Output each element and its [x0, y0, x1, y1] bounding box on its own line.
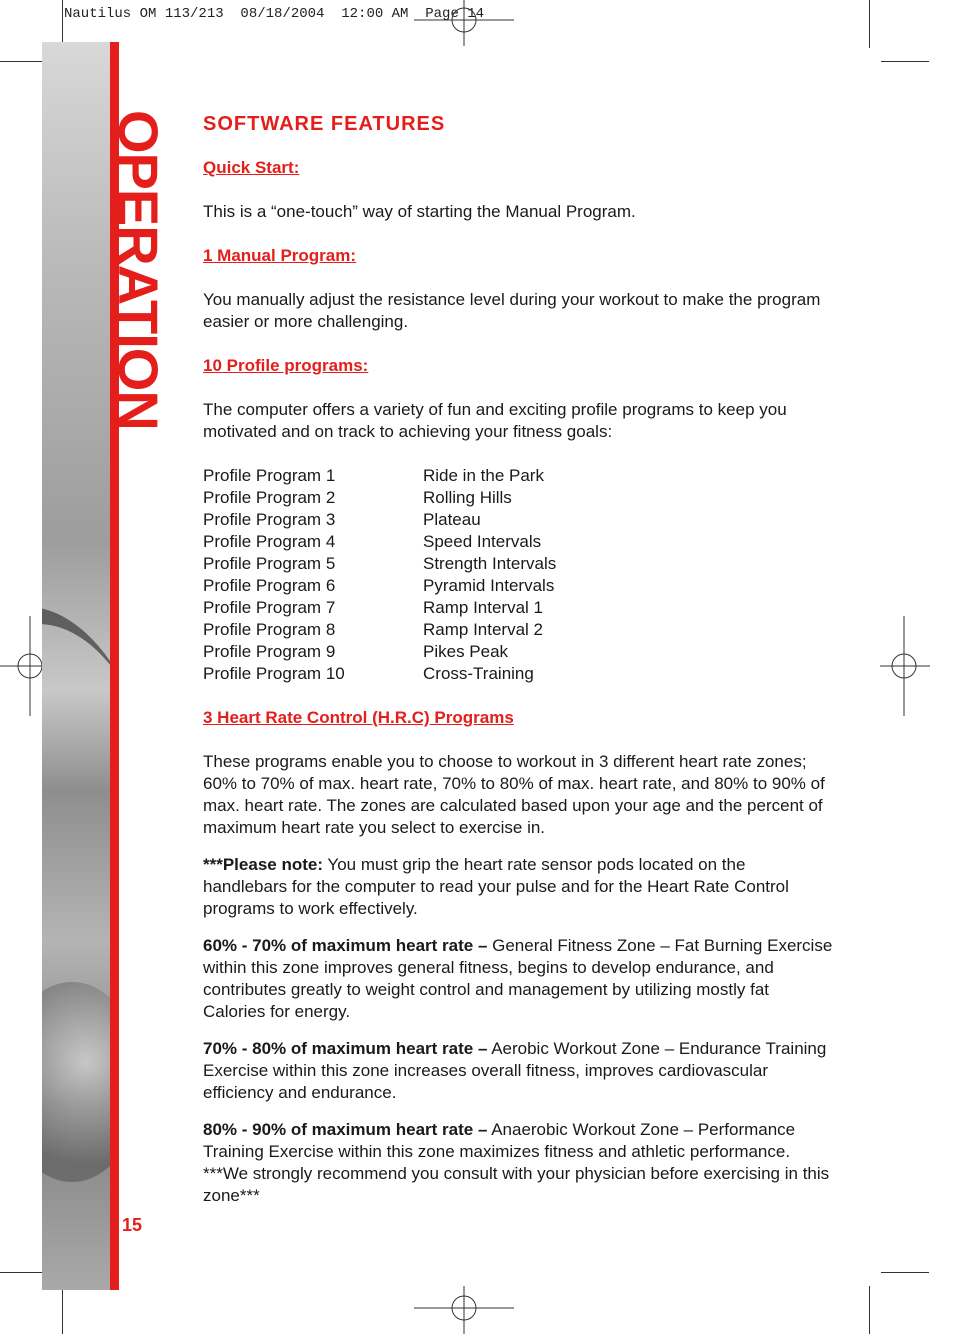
program-name: Ride in the Park: [423, 466, 544, 485]
crop-mark: [881, 1272, 929, 1273]
program-name: Rolling Hills: [423, 488, 512, 507]
crop-mark: [0, 1272, 48, 1273]
list-item: [203, 663, 833, 685]
page-title: SOFTWARE FEATURES: [203, 113, 446, 135]
program-number: Profile Program 10: [203, 664, 345, 683]
crop-mark: [881, 61, 929, 62]
zone-label: 70% - 80% of maximum heart rate –: [203, 1039, 488, 1058]
profile-program-list: [203, 465, 833, 685]
zone-paragraph: [203, 935, 833, 1023]
note-label: ***Please note:: [203, 855, 323, 874]
please-note: [203, 854, 833, 920]
program-name: Ramp Interval 2: [423, 620, 543, 639]
zone-text: General Fitness Zone – Fat Burning Exercise within this zone improves general fitness, begins to develop endurance, and contributes greatly to weight control and management by utilizing mostly fat Calories for energy.: [203, 936, 833, 1021]
program-number: Profile Program 4: [203, 532, 336, 551]
zone-paragraph: [203, 1038, 833, 1104]
list-item: [203, 509, 833, 531]
list-item: [203, 619, 833, 641]
profile-programs-title: 10 Profile programs:: [203, 356, 369, 375]
list-item: [203, 553, 833, 575]
list-item: [203, 641, 833, 663]
program-number: Profile Program 6: [203, 576, 336, 595]
quick-start-body: This is a “one-touch” way of starting the Manual Program.: [203, 202, 636, 221]
crop-mark: [869, 1286, 870, 1334]
program-number: Profile Program 3: [203, 510, 336, 529]
list-item: [203, 575, 833, 597]
zone-text: Aerobic Workout Zone – Endurance Training Exercise within this zone increases overall fitness, improves cardiovascular efficiency and endurance.: [203, 1039, 827, 1102]
zone-label: 60% - 70% of maximum heart rate –: [203, 936, 488, 955]
page-number: 15: [122, 1215, 143, 1235]
print-slug: Nautilus OM 113/213 08/18/2004 12:00 AM Page 14: [64, 6, 485, 22]
side-photo-strip: [42, 42, 110, 1290]
program-name: Plateau: [423, 510, 481, 529]
registration-mark-icon: [880, 616, 930, 716]
program-name: Speed Intervals: [423, 532, 542, 551]
manual-program-body: You manually adjust the resistance level during your workout to make the program easier or more challenging.: [203, 290, 821, 331]
section-label: OPERATION: [107, 110, 170, 430]
registration-mark-icon: [414, 1286, 514, 1334]
manual-program-title: 1 Manual Program:: [203, 246, 357, 265]
program-name: Cross-Training: [423, 664, 534, 683]
zone-label: 80% - 90% of maximum heart rate –: [203, 1120, 488, 1139]
zone-text: Anaerobic Workout Zone – Performance Training Exercise within this zone maximizes fitness and athletic performance. ***We strongly recommend you consult with your physician before exercising in this zone***: [203, 1120, 830, 1205]
crop-mark: [0, 61, 48, 62]
crop-mark: [869, 0, 870, 48]
hrc-programs-body: These programs enable you to choose to workout in 3 different heart rate zones; 60% to 70% of max. heart rate, 70% to 80% of max. heart rate, and 80% to 90% of max. heart rate. The zones are calculated based upon your age and the percent of maximum heart rate you select to exercise in.: [203, 752, 825, 837]
program-number: Profile Program 8: [203, 620, 336, 639]
program-number: Profile Program 1: [203, 466, 336, 485]
zone-paragraph: [203, 1119, 833, 1207]
program-name: Pyramid Intervals: [423, 576, 555, 595]
list-item: [203, 487, 833, 509]
main-content: [203, 113, 833, 1222]
program-name: Pikes Peak: [423, 642, 509, 661]
list-item: [203, 531, 833, 553]
program-number: Profile Program 5: [203, 554, 336, 573]
program-number: Profile Program 9: [203, 642, 336, 661]
quick-start-title: Quick Start:: [203, 158, 300, 177]
crop-mark: [62, 0, 63, 48]
program-name: Ramp Interval 1: [423, 598, 543, 617]
hrc-programs-title: 3 Heart Rate Control (H.R.C) Programs: [203, 708, 514, 727]
profile-programs-body: The computer offers a variety of fun and exciting profile programs to keep you motivated and on track to achieving your fitness goals:: [203, 400, 787, 441]
list-item: [203, 465, 833, 487]
list-item: [203, 597, 833, 619]
program-name: Strength Intervals: [423, 554, 557, 573]
note-body: You must grip the heart rate sensor pods located on the handlebars for the computer to read your pulse and for the Heart Rate Control programs to work effectively.: [203, 855, 789, 918]
program-number: Profile Program 7: [203, 598, 336, 617]
crop-mark: [62, 1286, 63, 1334]
program-number: Profile Program 2: [203, 488, 336, 507]
registration-mark-icon: [414, 0, 514, 48]
